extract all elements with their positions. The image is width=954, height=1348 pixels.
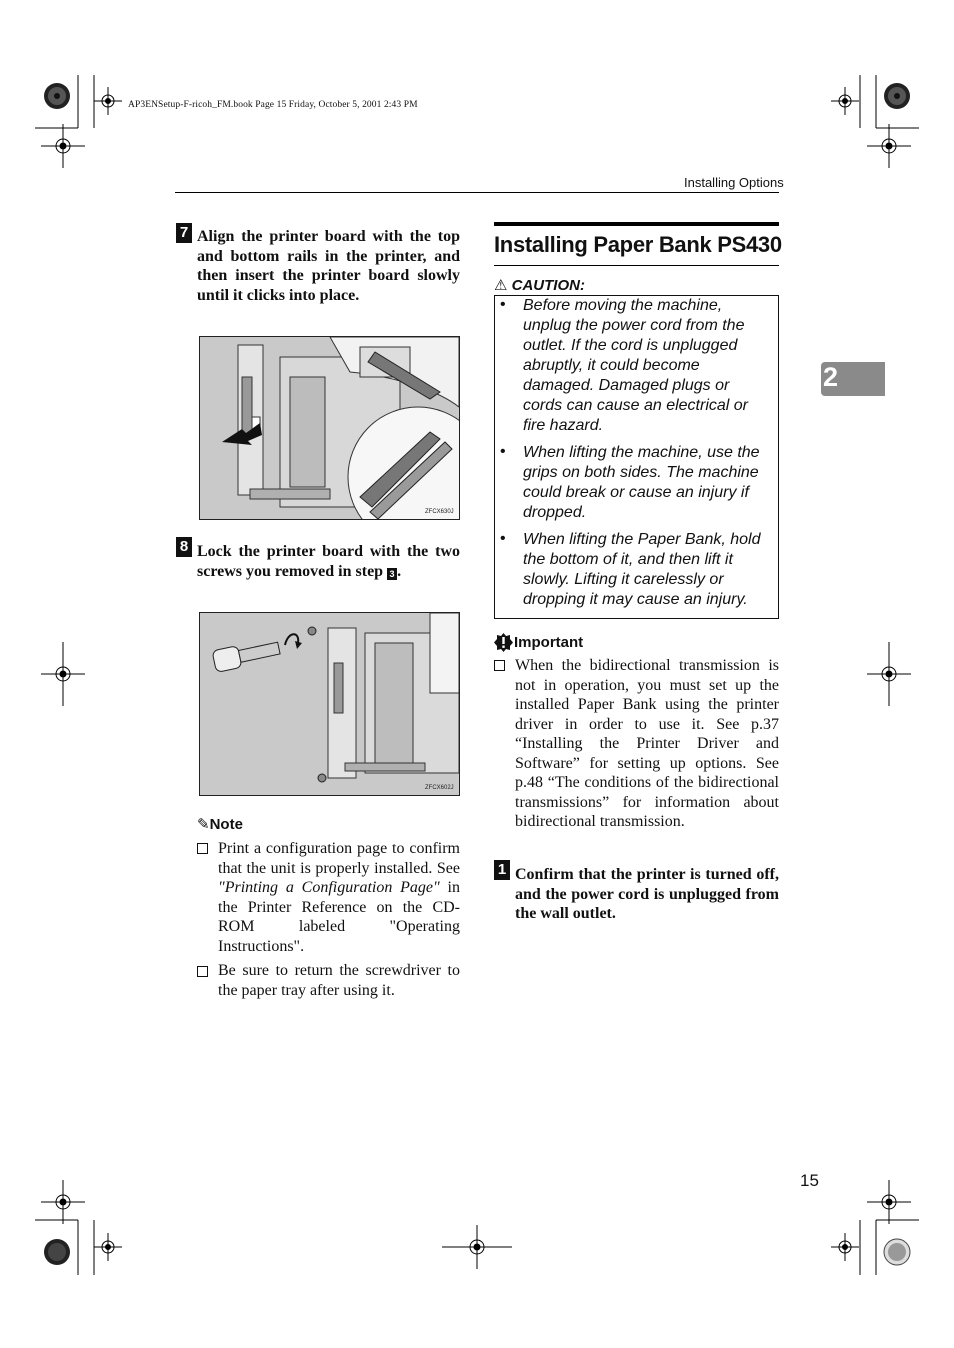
figure-printer-board-insert <box>199 336 460 520</box>
page-number: 15 <box>800 1171 819 1190</box>
step-ref-3: 3 <box>387 568 397 580</box>
note-item-1-link[interactable]: "Printing a Configuration Page" <box>218 879 440 896</box>
section-title: Installing Paper Bank PS430 <box>494 232 782 257</box>
important-text: When the bidirectional transmission is not in operation, you must set up the installed Paper Bank using the printer driver in order to use it. See p.37 “Installing the Printer Driver and Software” for setting up options. See p.48 “The conditions of the bidirectional transmissions” for information about bidirectional transmission. <box>515 657 779 830</box>
checkbox-icon <box>197 966 208 977</box>
section-rule-bottom <box>494 265 779 266</box>
header-rule <box>175 192 779 193</box>
figure-1-code: ZFCX630J <box>425 509 454 515</box>
bullet-icon: • <box>500 296 506 313</box>
note-title: Note <box>209 816 243 833</box>
warning-triangle-icon: ⚠ <box>494 277 508 294</box>
file-info: AP3ENSetup-F-ricoh_FM.book Page 15 Friday, October 5, 2001 2:43 PM <box>128 100 418 110</box>
note-item-1-text-a: Print a configuration page to confirm that the unit is properly installed. See <box>218 840 460 877</box>
step-8-number: 8 <box>176 537 192 557</box>
printer-board-illustration <box>200 337 459 519</box>
caution-item-2: When lifting the machine, use the grips on both sides. The machine could break or cause an injury if dropped. <box>523 444 760 521</box>
step-8-body: Lock the printer board with the two screws you removed in step <box>197 543 460 580</box>
step-8-end: . <box>397 562 402 580</box>
caution-item-3: When lifting the Paper Bank, hold the bottom of it, and then lift it slowly. Lifting it carelessly or dropping it may cause an injury. <box>523 531 761 608</box>
step-7-number: 7 <box>176 223 192 243</box>
checkbox-icon <box>197 843 208 854</box>
note-item-1 <box>218 839 460 956</box>
bullet-icon: • <box>500 530 506 547</box>
important-label: Important <box>514 634 584 651</box>
checkbox-icon <box>494 660 505 671</box>
step-7-text: Align the printer board with the top and bottom rails in the printer, and then insert the printer board slowly until it clicks into place. <box>197 228 460 304</box>
pencil-icon: ✎ <box>197 817 210 833</box>
caution-item-1: Before moving the machine, unplug the power cord from the outlet. If the cord is unplugged abruptly, it could become damaged. Damaged plugs or cords can cause an electrical or fire hazard. <box>523 297 748 434</box>
figure-screws <box>199 612 460 796</box>
step-1-number: 1 <box>494 860 510 880</box>
step-1-text: Confirm that the printer is turned off, and the power cord is unplugged from the wall outlet. <box>515 866 779 923</box>
important-badge-icon <box>494 633 513 652</box>
figure-2-code: ZFCX602J <box>425 785 454 791</box>
caution-label: CAUTION: <box>511 277 585 294</box>
chapter-tab-number: 2 <box>823 362 839 392</box>
screws-illustration <box>200 613 459 795</box>
note-heading <box>197 815 243 834</box>
note-item-1-text-b: in the Printer Reference on the CD-ROM labeled "Operating Instructions". <box>218 879 460 955</box>
running-head: Installing Options <box>684 175 784 190</box>
step-8-text <box>197 542 460 581</box>
note-item-2: Be sure to return the screwdriver to the paper tray after using it. <box>218 962 460 999</box>
caution-heading <box>494 276 585 294</box>
section-rule-top <box>494 222 779 226</box>
bullet-icon: • <box>500 443 506 460</box>
